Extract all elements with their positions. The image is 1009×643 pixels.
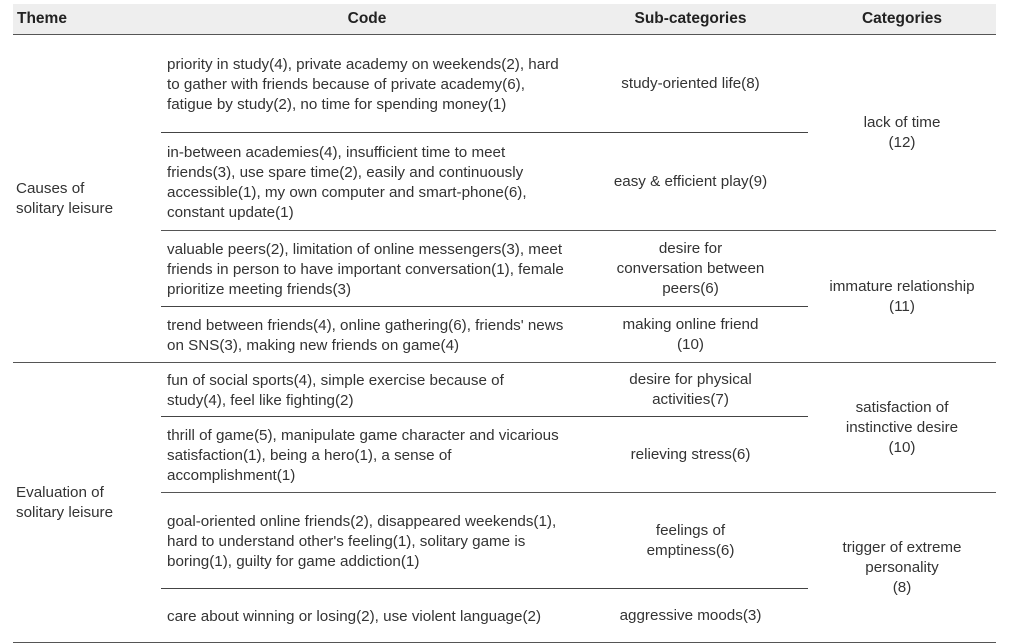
subcategory-line: aggressive moods(3) (619, 606, 762, 624)
code-cell: priority in study(4), private academy on weekends(2), hard to gather with friends because of private academy(6), fatigue by study(2), no time for spending money(1) (161, 35, 573, 133)
table-row (13, 363, 996, 417)
qualitative-analysis-table (13, 4, 996, 643)
code-cell: valuable peers(2), limitation of online messengers(3), meet friends in person to have important conversation(1), female prioritize meeting friends(3) (161, 231, 573, 307)
header-subcategories: Sub-categories (573, 4, 808, 35)
subcategory-line: study-oriented life(8) (621, 74, 760, 92)
category-line: immature relationship (829, 277, 975, 295)
subcategory-line: feelings of (655, 521, 726, 539)
header-code: Code (161, 4, 573, 35)
table-row (13, 493, 996, 589)
code-cell: thrill of game(5), manipulate game character and vicarious satisfaction(1), being a hero(1), a sense of accomplishment(1) (161, 417, 573, 493)
category-line: satisfaction of (855, 398, 949, 416)
subcategory-line: making online friend (622, 315, 759, 333)
code-cell: fun of social sports(4), simple exercise because of study(4), feel like fighting(2) (161, 363, 573, 417)
code-cell: goal-oriented online friends(2), disappeared weekends(1), hard to understand other's feeling(1), solitary game is boring(1), guilty for game addiction(1) (161, 493, 573, 589)
category-cell-lack-of-time (808, 35, 996, 231)
category-line: (11) (889, 297, 915, 315)
subcategory-cell (573, 589, 808, 643)
category-cell-satisfaction (808, 363, 996, 493)
category-line: (12) (888, 133, 916, 151)
category-line: personality (865, 558, 939, 576)
theme-line: Evaluation of (16, 483, 104, 501)
subcategory-line: relieving stress(6) (630, 445, 751, 463)
code-cell: trend between friends(4), online gathering(6), friends' news on SNS(3), making new friends on game(4) (161, 307, 573, 363)
subcategory-cell (573, 231, 808, 307)
subcategory-cell (573, 417, 808, 493)
subcategory-line: activities(7) (652, 390, 729, 408)
subcategory-line: desire for (658, 239, 723, 257)
code-cell: care about winning or losing(2), use violent language(2) (161, 589, 573, 643)
category-line: instinctive desire (845, 418, 959, 436)
category-cell-trigger (808, 493, 996, 643)
theme-cell-evaluation (13, 363, 161, 643)
subcategory-cell (573, 35, 808, 133)
theme-line: solitary leisure (16, 503, 114, 521)
subcategory-line: (10) (676, 335, 704, 353)
code-cell: in-between academies(4), insufficient time to meet friends(3), use spare time(2), easily and continuously accessible(1), my own computer and smart-phone(6), constant update(1) (161, 133, 573, 231)
category-line: lack of time (863, 113, 941, 131)
table-row (13, 35, 996, 133)
category-line: trigger of extreme (842, 538, 962, 556)
subcategory-line: easy & efficient play(9) (613, 172, 768, 190)
category-cell-immature-relationship (808, 231, 996, 363)
theme-cell-causes (13, 35, 161, 363)
header-theme: Theme (13, 4, 161, 35)
subcategory-cell (573, 307, 808, 363)
subcategory-line: desire for physical (629, 370, 752, 388)
subcategory-line: peers(6) (662, 279, 719, 297)
header-row (13, 4, 996, 35)
category-line: (8) (892, 578, 912, 596)
header-categories: Categories (808, 4, 996, 35)
subcategory-line: conversation between (616, 259, 765, 277)
subcategory-cell (573, 133, 808, 231)
subcategory-line: emptiness(6) (646, 541, 735, 559)
subcategory-cell (573, 363, 808, 417)
category-line: (10) (888, 438, 916, 456)
subcategory-cell (573, 493, 808, 589)
theme-line: solitary leisure (16, 199, 114, 217)
table-row (13, 231, 996, 307)
theme-line: Causes of (16, 179, 85, 197)
